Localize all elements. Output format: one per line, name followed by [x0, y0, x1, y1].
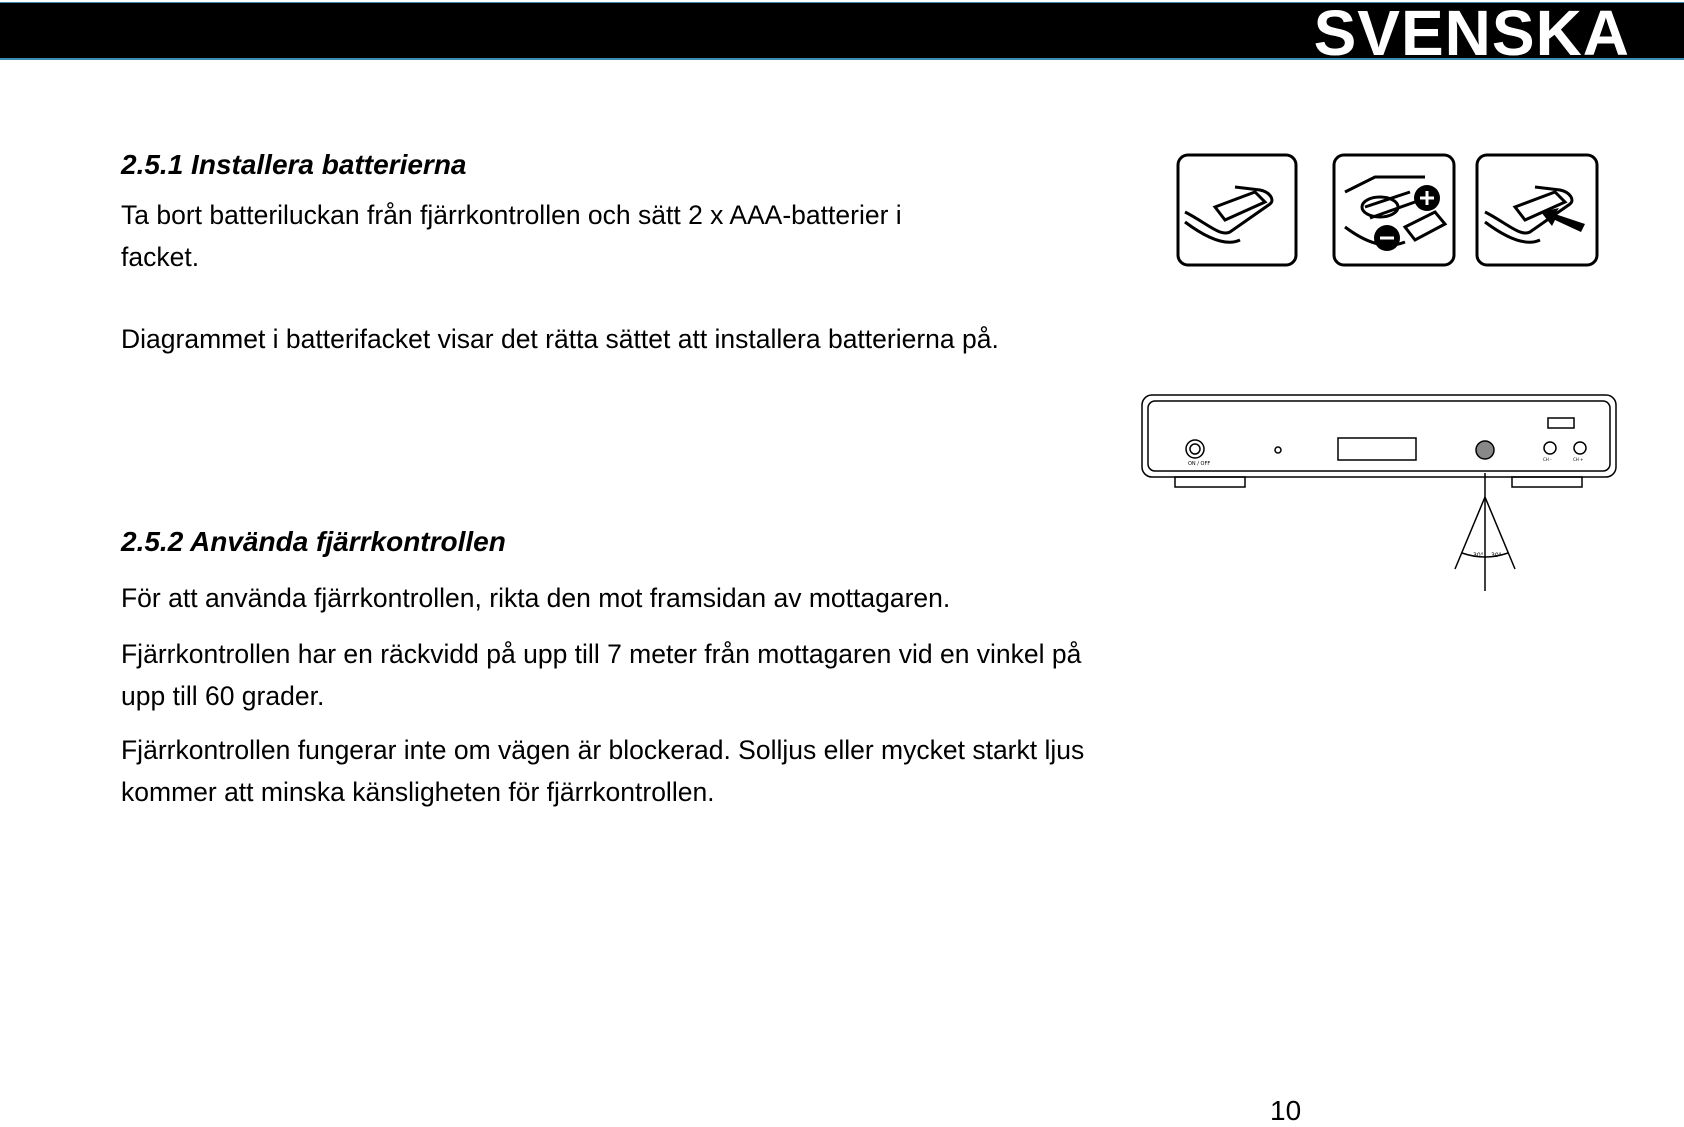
receiver-icon	[1140, 393, 1620, 593]
install-batteries-text-line-2: facket.	[121, 242, 200, 272]
power-label: ON / OFF	[1188, 461, 1211, 467]
use-remote-text-1: För att använda fjärrkontrollen, rikta den mot framsidan av mottagaren.	[121, 583, 951, 613]
ch-minus-label: CH -	[1543, 457, 1552, 462]
install-batteries-text-line-1: Ta bort batteriluckan från fjärrkontrollen och sätt 2 x AAA-batterier i	[121, 200, 902, 230]
battery-diagram-text: Diagrammet i batterifacket visar det rätta sättet att installera batterierna på.	[121, 324, 999, 354]
use-remote-text-3-line-1: Fjärrkontrollen fungerar inte om vägen är blockerad. Solljus eller mycket starkt ljus	[121, 735, 1085, 765]
use-remote-text-3-line-2: kommer att minska känsligheten för fjärrkontrollen.	[121, 777, 715, 807]
section-heading-install-batteries: 2.5.1 Installera batterierna	[121, 149, 467, 180]
language-header-bar	[0, 0, 1684, 69]
page-number: 10	[1270, 1095, 1302, 1126]
angle-left-label: 30°	[1473, 552, 1484, 559]
receiver-front-panel-diagram	[1140, 393, 1620, 598]
battery-install-illustrations	[1175, 152, 1605, 275]
ch-plus-label: CH +	[1573, 457, 1584, 462]
angle-right-label: 30°	[1491, 552, 1502, 559]
language-title: SVENSKA	[1313, 0, 1630, 69]
use-remote-text-2-line-1: Fjärrkontrollen har en räckvidd på upp till 7 meter från mottagaren vid en vinkel på	[121, 639, 1082, 669]
battery-steps-icon	[1175, 152, 1605, 270]
section-heading-use-remote: 2.5.2 Använda fjärrkontrollen	[121, 526, 506, 557]
use-remote-text-2-line-2: upp till 60 grader.	[121, 681, 325, 711]
